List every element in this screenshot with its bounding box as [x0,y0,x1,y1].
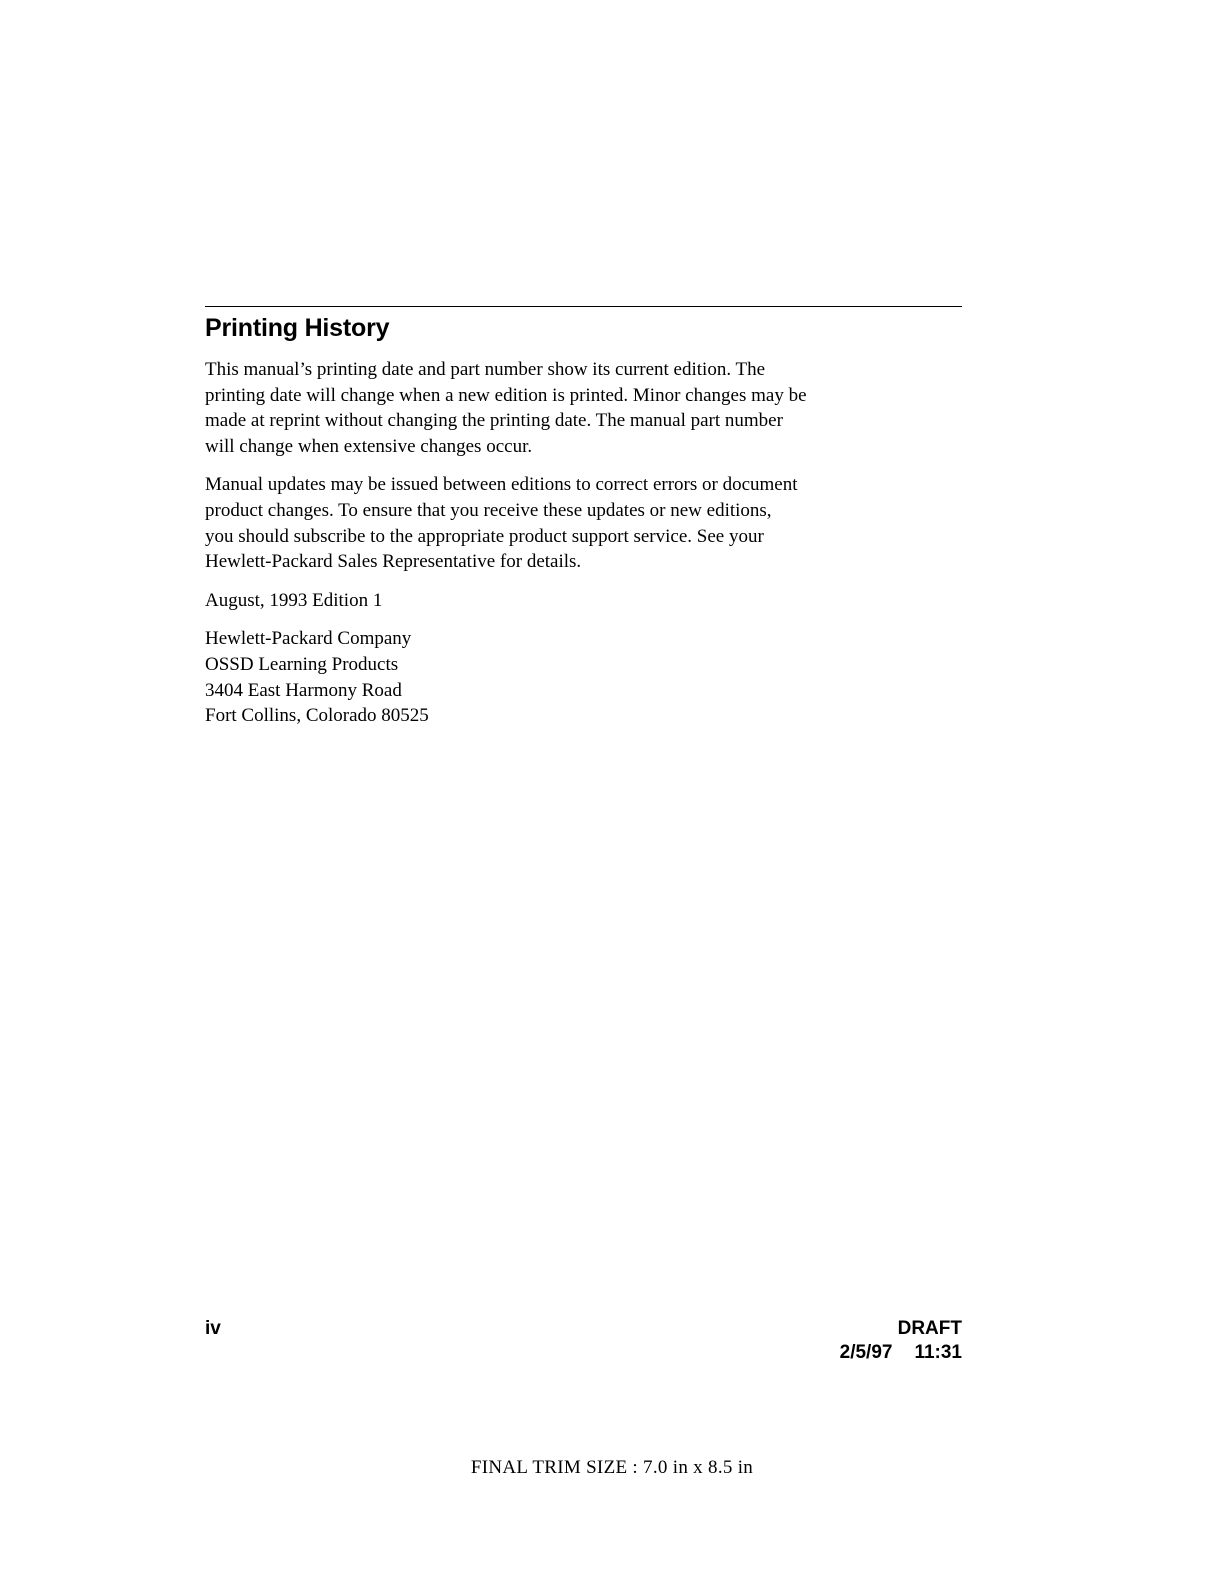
text-line: Manual updates may be issued between editions to correct errors or document [205,474,798,496]
draft-time: 11:31 [914,1342,962,1363]
paragraph-printing-date [205,357,995,459]
text-line: made at reprint without changing the printing date. The manual part number [205,410,783,432]
text-line: will change when extensive changes occur. [205,435,533,457]
draft-date: 2/5/97 [839,1342,893,1363]
page-number: iv [205,1318,221,1339]
draft-datetime [840,1341,962,1365]
draft-stamp [840,1317,962,1365]
text-line: Hewlett-Packard Sales Representative for details. [205,551,582,573]
address-line: 3404 East Harmony Road [205,679,402,701]
text-line: you should subscribe to the appropriate product support service. See your [205,525,764,547]
edition-line: August, 1993 Edition 1 [205,589,383,611]
text-line: This manual’s printing date and part number show its current edition. The [205,359,766,380]
heading-rule [205,306,962,307]
page-title: Printing History [205,314,390,342]
document-body [205,357,995,742]
address-line: Hewlett-Packard Company [205,628,412,650]
text-line: printing date will change when a new edition is printed. Minor changes may be [205,384,807,406]
trim-size-note: FINAL TRIM SIZE : 7.0 in x 8.5 in [470,1457,754,1478]
address-line: OSSD Learning Products [205,653,399,675]
company-address [205,626,995,728]
address-line: Fort Collins, Colorado 80525 [205,705,429,727]
text-line: product changes. To ensure that you receive these updates or new editions, [205,499,772,521]
paragraph-manual-updates [205,472,995,574]
draft-label: DRAFT [897,1318,962,1339]
